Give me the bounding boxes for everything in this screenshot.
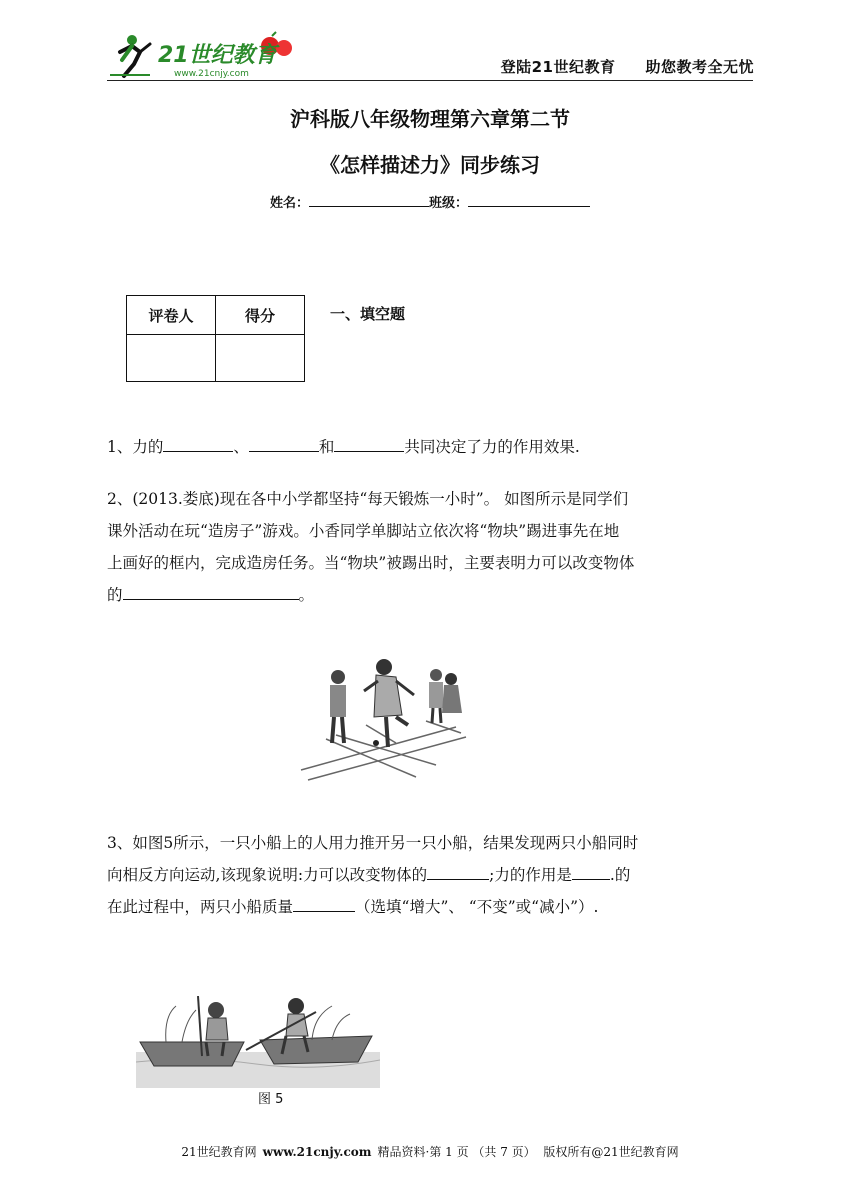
name-field[interactable] [309,194,429,207]
question-1: 1、力的 、 和 共同决定了力的作用效果. [107,431,753,463]
score-header: 得分 [216,296,305,335]
q2-blank[interactable] [123,581,299,600]
grader-header: 评卷人 [127,296,216,335]
footer-copyright: 版权所有@21世纪教育网 [543,1145,679,1159]
score-table [126,295,305,382]
q3-blank-2[interactable] [572,861,610,880]
q1-blank-1[interactable] [163,433,233,452]
footer-page-info: 精品资料·第 1 页 （共 7 页） [377,1145,536,1159]
document-subtitle: 《怎样描述力》同步练习 [320,153,540,177]
footer-url[interactable]: www.21cnjy.com [262,1145,372,1159]
header-rule [107,80,753,81]
slogan-help: 助您教考全无忧 [645,58,754,76]
figure-5-caption: 图 5 [258,1092,284,1107]
question-3: 3、如图5所示，一只小船上的人用力推开另一只小船，结果发现两只小船同时 向相反方向运动,该现象说明:力可以改变物体的 ;力的作用是 .的 在此过程中，两只小船质量 （选填“增大”、 “不变”或“减小”）. [107,834,639,916]
class-label: 班级： [429,196,469,211]
score-cell[interactable] [216,335,305,382]
slogan-login: 登陆21世纪教育 [500,58,616,76]
q1-blank-2[interactable] [249,433,319,452]
boats-figure [136,996,380,1092]
footer-site: 21世纪教育网 [181,1145,257,1159]
q3-blank-1[interactable] [427,861,489,880]
question-2: 2、(2013.娄底)现在各中小学都坚持“每天锻炼一小时”。 如图所示是同学们 课外活动在玩“造房子”游戏。小香同学单脚站立依次将“物块”踢进事先在地 上画好的框内，完成造房任务。当“物块”被踢出时，主要表明力可以改变物体 的 。 [107,490,635,604]
logo-url: www.21cnjy.com [174,69,249,79]
class-field[interactable] [468,194,590,207]
page-footer [0,1143,860,1160]
section-title: 一、填空题 [330,305,406,323]
hopscotch-figure [296,655,471,789]
name-label: 姓名： [269,196,309,211]
grader-cell[interactable] [127,335,216,382]
student-info [0,192,860,211]
logo-text: 21世纪教育 [158,43,277,68]
header-slogan [501,56,754,77]
q3-blank-3[interactable] [293,893,355,912]
document-title: 沪科版八年级物理第六章第二节 [290,107,570,131]
site-logo [110,30,300,80]
q1-blank-3[interactable] [334,433,404,452]
